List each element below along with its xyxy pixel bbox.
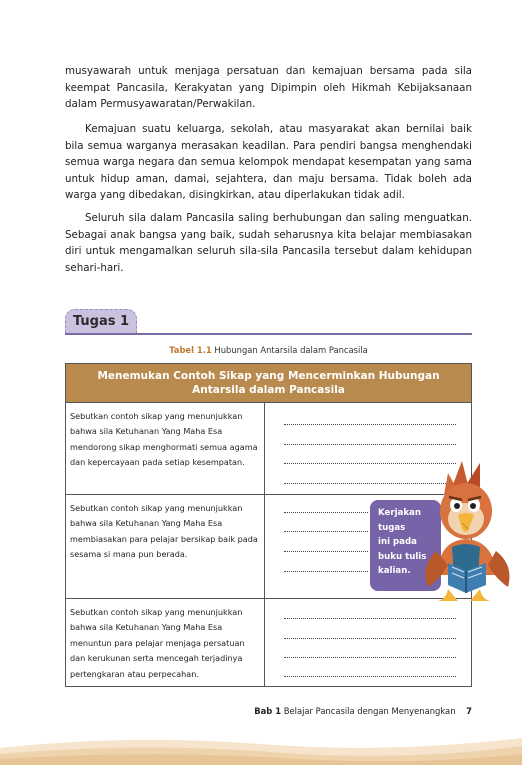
table-row — [66, 598, 471, 686]
paragraph-1: musyawarah untuk menjaga persatuan dan kemajuan bersama pada sila keempat Pancasila, Kerakyatan yang Dipimpin oleh Hikmah Kebijaksanaan dalam Permusyawaratan/Perwakilan. — [65, 65, 472, 111]
paragraph-3: Seluruh sila dalam Pancasila saling berhubungan dan saling menguatkan. Sebagai anak bangsa yang baik, sudah seharusnya kita belajar membiasakan diri untuk mengamalkan seluruh sila-sila Pancasila tersebut dalam kehidupan sehari-hari. — [65, 212, 472, 274]
footer-chapter: Bab 1 — [254, 706, 282, 716]
paragraph-2: Kemajuan suatu keluarga, sekolah, atau masyarakat akan bernilai baik bila semua warganya merasakan keadilan. Para pendiri bangsa menghendaki semua warga negara dan semua kelompok mendapat kesempatan yang sama untuk hidup aman, damai, sejahtera, dan maju bersama. Tidak boleh ada warga yang dibedakan, disingkirkan, atau diperlakukan tidak adil. — [65, 123, 472, 202]
table-question-cell: Sebutkan contoh sikap yang menunjukkan bahwa sila Ketuhanan Yang Maha Esa menuntun para pelajar menjaga persatuan dan kerukunan serta mencegah terjadinya pertengkaran atau perpecahan. — [66, 599, 265, 686]
table-caption-number: Tabel 1.1 — [169, 345, 212, 355]
table-question-cell: Sebutkan contoh sikap yang menunjukkan bahwa sila Ketuhanan Yang Maha Esa membiasakan para pelajar bersikap baik pada sesama si mana pun berada. — [66, 495, 265, 598]
table-caption — [65, 345, 472, 355]
wave-decoration-icon — [0, 728, 522, 765]
eagle-mascot-icon — [408, 455, 518, 605]
tugas-heading — [65, 309, 472, 337]
answer-line — [284, 571, 368, 572]
tugas-label: Tugas 1 — [65, 309, 137, 333]
table-answer-cell[interactable] — [266, 599, 471, 686]
footer-title: Belajar Pancasila dengan Menyenangkan — [283, 706, 456, 716]
answer-line — [284, 551, 368, 552]
tugas-divider — [65, 333, 472, 335]
answer-line — [284, 424, 456, 425]
page-footer — [254, 706, 472, 716]
answer-line — [284, 618, 456, 619]
instruction-bubble: Kerjakan tugas ini pada buku tulis kalian. — [370, 500, 441, 591]
page-number: 7 — [466, 706, 472, 716]
table-caption-text: Hubungan Antarsila dalam Pancasila — [214, 345, 368, 355]
answer-line — [284, 657, 456, 658]
answer-line — [284, 638, 456, 639]
answer-line — [284, 444, 456, 445]
answer-line — [284, 676, 456, 677]
table-header: Menemukan Contoh Sikap yang Mencerminkan Hubungan Antarsila dalam Pancasila — [66, 364, 471, 402]
answer-line — [284, 512, 368, 513]
table-question-cell: Sebutkan contoh sikap yang menunjukkan bahwa sila Ketuhanan Yang Maha Esa mendorong sikap menghormati semua agama dan kepercayaan pada setiap kesempatan. — [66, 403, 265, 494]
answer-line — [284, 531, 368, 532]
